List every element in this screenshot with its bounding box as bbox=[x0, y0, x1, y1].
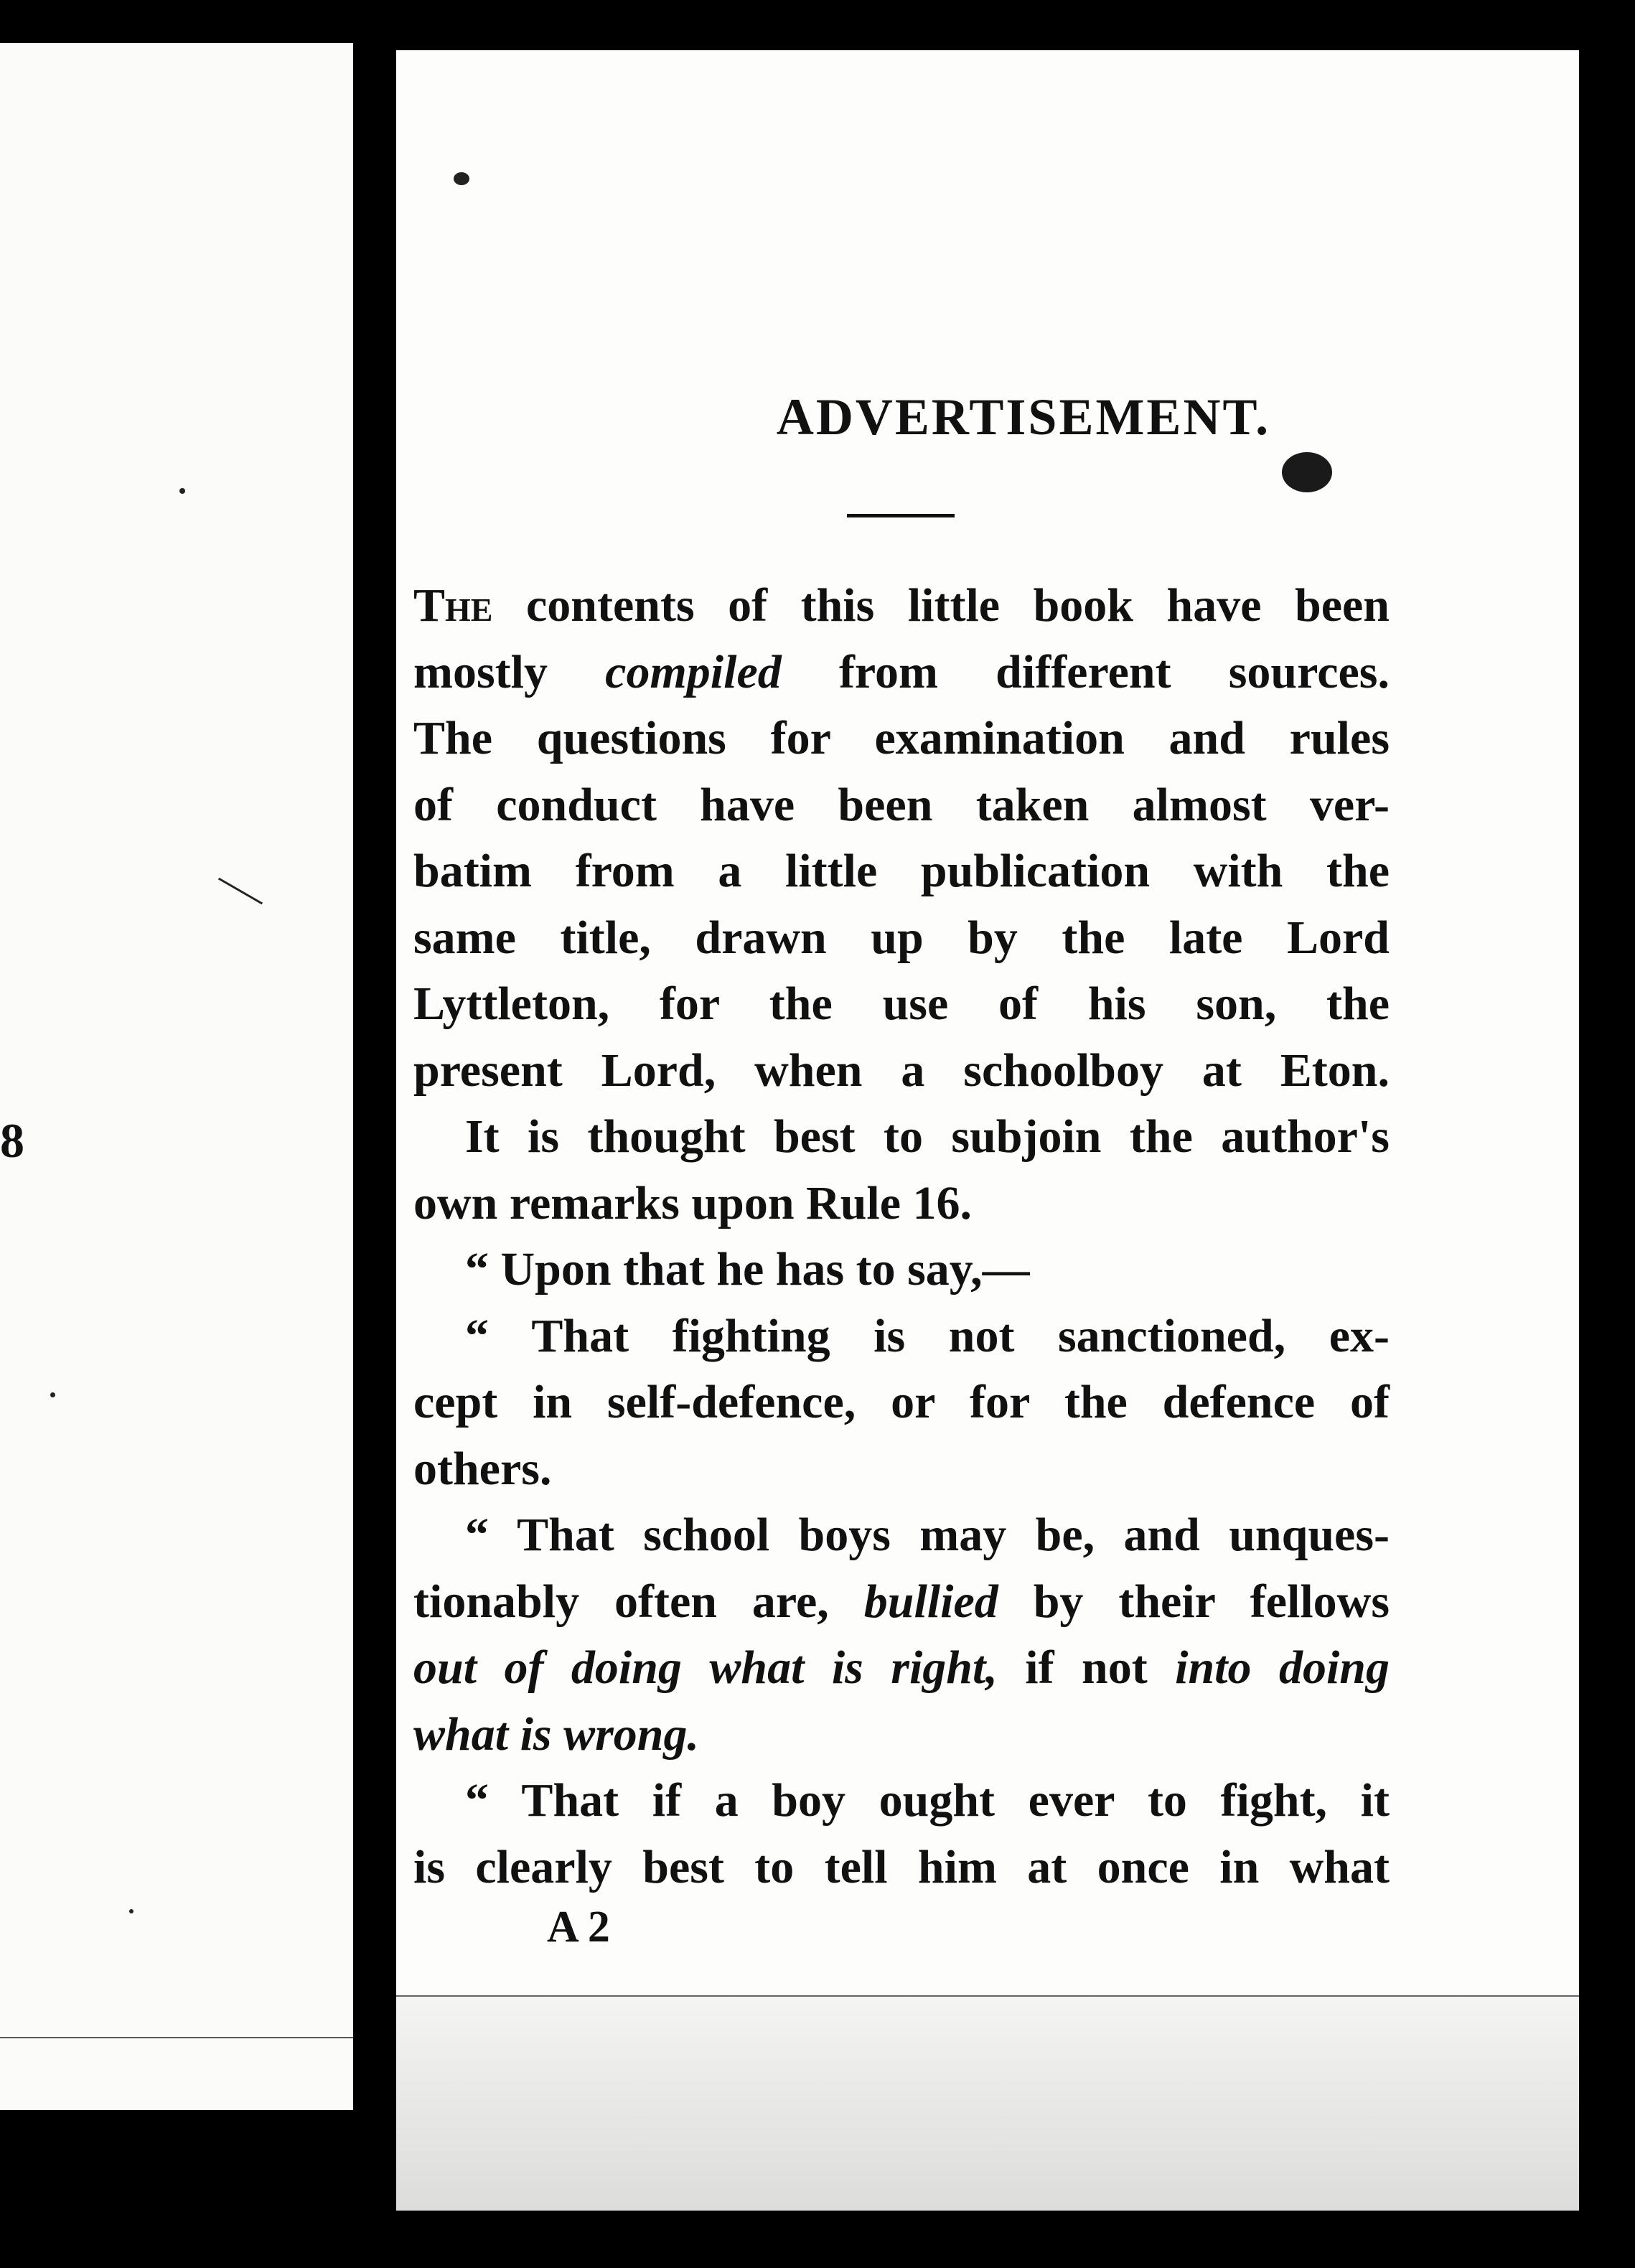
page-title: ADVERTISEMENT. bbox=[776, 388, 1271, 446]
text-line bbox=[413, 1834, 1390, 1901]
italic-text: into doing bbox=[1175, 1641, 1390, 1694]
text-segment: of conduct have been taken almost ver- bbox=[413, 778, 1390, 831]
text-line bbox=[413, 772, 1390, 839]
text-line bbox=[413, 1038, 1390, 1105]
text-segment: by their fellows bbox=[998, 1575, 1390, 1628]
text-segment: tionably often are, bbox=[413, 1575, 864, 1628]
bottom-margin bbox=[396, 1997, 1579, 2211]
text-line bbox=[413, 905, 1390, 972]
main-page bbox=[396, 50, 1579, 2211]
bottom-rule bbox=[396, 1995, 1579, 1997]
speck bbox=[50, 1392, 55, 1397]
speck bbox=[179, 488, 185, 494]
text-line bbox=[413, 1436, 1390, 1503]
text-line bbox=[413, 1569, 1390, 1636]
text-line bbox=[413, 838, 1390, 905]
text-line bbox=[413, 1702, 1390, 1768]
title-rule bbox=[847, 514, 955, 517]
text-segment: same title, drawn up by the late Lord bbox=[413, 911, 1390, 964]
speck bbox=[454, 172, 469, 185]
text-line bbox=[413, 573, 1390, 639]
speck bbox=[218, 878, 263, 905]
text-line bbox=[413, 1171, 1390, 1237]
text-line bbox=[413, 706, 1390, 772]
body-text bbox=[413, 573, 1390, 1901]
text-segment: present Lord, when a schoolboy at Eton. bbox=[413, 1044, 1390, 1097]
text-line bbox=[413, 971, 1390, 1038]
text-line bbox=[413, 639, 1390, 706]
text-line bbox=[413, 1635, 1390, 1702]
italic-text: compiled bbox=[605, 645, 782, 698]
text-line bbox=[413, 1502, 1390, 1569]
text-segment: mostly bbox=[413, 645, 606, 698]
italic-text: out of doing what is right, bbox=[413, 1641, 998, 1694]
text-line bbox=[413, 1237, 1390, 1303]
text-segment: batim from a little publication with the bbox=[413, 845, 1390, 897]
text-segment: from different sources. bbox=[781, 645, 1390, 698]
text-segment: “ Upon that he has to say,— bbox=[465, 1243, 1030, 1295]
text-segment: “ That school boys may be, and unques- bbox=[465, 1509, 1390, 1561]
text-segment: “ That if a boy ought ever to fight, it bbox=[465, 1774, 1390, 1827]
text-line bbox=[413, 1369, 1390, 1436]
small-caps-text: The bbox=[413, 579, 493, 632]
speck bbox=[129, 1909, 133, 1913]
text-segment: others. bbox=[413, 1442, 552, 1495]
text-segment: It is thought best to subjoin the author's bbox=[465, 1110, 1390, 1163]
text-segment: The questions for examination and rules bbox=[413, 712, 1390, 764]
text-line bbox=[413, 1303, 1390, 1370]
signature-mark: A 2 bbox=[547, 1903, 610, 1951]
left-page-rule bbox=[0, 2037, 353, 2038]
text-segment: own remarks upon Rule 16. bbox=[413, 1176, 973, 1229]
text-segment: Lyttleton, for the use of his son, the bbox=[413, 978, 1390, 1030]
text-segment: “ That fighting is not sanctioned, ex- bbox=[465, 1309, 1390, 1362]
left-page-fragment bbox=[0, 43, 353, 2110]
left-page-number: 8 bbox=[0, 1113, 24, 1168]
text-segment: is clearly best to tell him at once in what bbox=[413, 1840, 1390, 1893]
italic-text: bullied bbox=[863, 1575, 998, 1628]
ink-blot bbox=[1282, 452, 1332, 492]
italic-text: what is wrong. bbox=[413, 1707, 699, 1761]
text-segment: cept in self-defence, or for the defence of bbox=[413, 1376, 1390, 1428]
text-line bbox=[413, 1768, 1390, 1834]
text-line bbox=[413, 1104, 1390, 1171]
text-segment: contents of this little book have been bbox=[492, 579, 1390, 632]
text-segment: if not bbox=[997, 1641, 1176, 1694]
